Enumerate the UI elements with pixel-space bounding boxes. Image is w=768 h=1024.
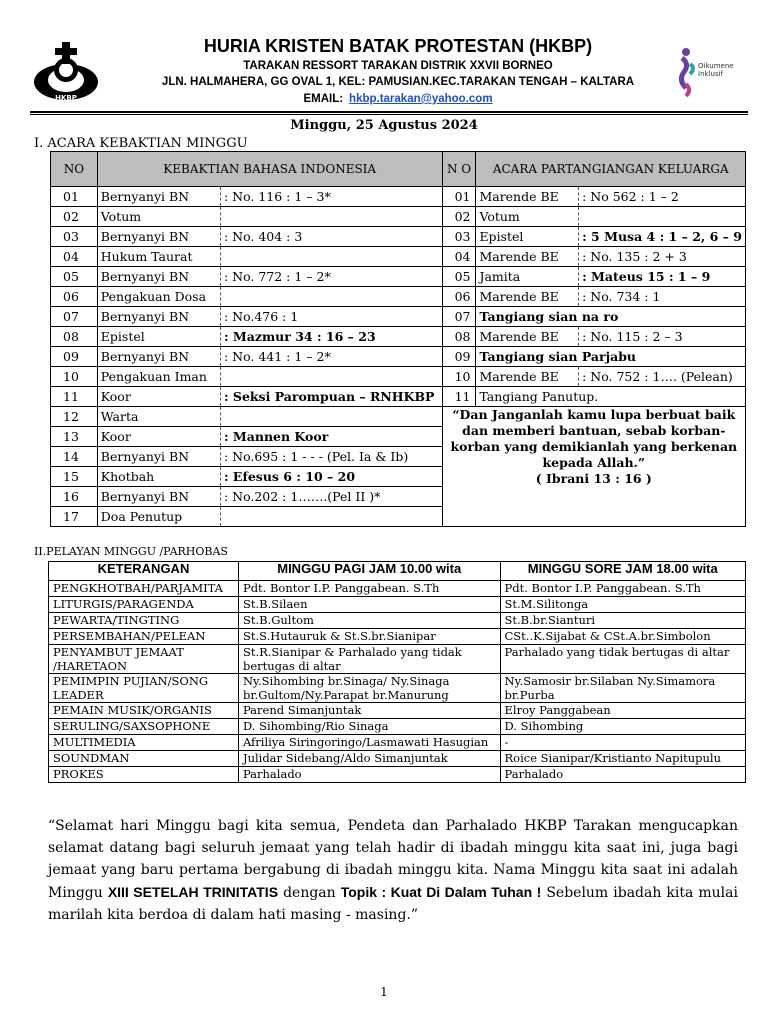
bible-quote: [442, 407, 745, 527]
pelayan-sore: Roice Sianipar/Kristianto Napitupulu: [500, 751, 746, 767]
pelayan-row: [49, 751, 746, 767]
pelayan-pagi: St.B.Silaen: [238, 597, 500, 613]
hkbp-logo: [30, 40, 102, 108]
batak-row-no: 03: [442, 227, 476, 247]
indo-row-no: 10: [51, 367, 98, 387]
pelayan-pagi: Parend Simanjuntak: [238, 703, 500, 719]
indo-row-value: : No.202 : 1…….(Pel II )*: [220, 487, 442, 507]
org-title: HURIA KRISTEN BATAK PROTESTAN (HKBP): [203, 36, 593, 56]
indo-row-label: Hukum Taurat: [97, 247, 220, 267]
batak-row-label: Tangiang sian Parjabu: [476, 347, 746, 367]
indo-row-no: 11: [51, 387, 98, 407]
pelayan-pagi: St.R.Sianipar & Parhalado yang tidak bertugas di altar: [238, 645, 500, 674]
pelayan-sore: St.M.Silitonga: [500, 597, 746, 613]
pelayan-header-keterangan: KETERANGAN: [49, 562, 239, 581]
liturgy-row: [51, 347, 746, 367]
liturgy-row: [51, 287, 746, 307]
batak-row-no: 07: [442, 307, 476, 327]
batak-row-label: Tangiang sian na ro: [476, 307, 746, 327]
logo-text: HKBP: [55, 94, 77, 102]
indo-row-label: Bernyanyi BN: [97, 447, 220, 467]
indo-row-value: : Mazmur 34 : 16 – 23: [220, 327, 442, 347]
pelayan-row: [49, 767, 746, 783]
liturgy-row: [51, 267, 746, 287]
indo-row-label: Epistel: [97, 327, 220, 347]
liturgy-row: [51, 227, 746, 247]
batak-row-label: Tangiang Panutup.: [476, 387, 746, 407]
batak-row-label: Marende BE: [476, 367, 579, 387]
col-header-batak: ACARA PARTANGIANGAN KELUARGA: [476, 152, 746, 187]
header-rule: [30, 111, 748, 113]
section2-title: II.PELAYAN MINGGU /PARHOBAS: [34, 545, 228, 558]
batak-row-no: 09: [442, 347, 476, 367]
batak-row-no: 08: [442, 327, 476, 347]
pelayan-role: MULTIMEDIA: [49, 735, 239, 751]
indo-row-value: [220, 407, 442, 427]
pelayan-sore: Ny.Samosir br.Silaban Ny.Simamora br.Purba: [500, 674, 746, 703]
batak-row-no: 05: [442, 267, 476, 287]
pelayan-pagi: St.S.Hutauruk & St.S.br.Sianipar: [238, 629, 500, 645]
indo-row-label: Bernyanyi BN: [97, 347, 220, 367]
liturgy-row: [51, 307, 746, 327]
batak-row-label: Votum: [476, 207, 579, 227]
indo-row-value: [220, 207, 442, 227]
liturgy-row: [51, 407, 746, 427]
pelayan-pagi: Afriliya Siringoringo/Lasmawati Hasugian: [238, 735, 500, 751]
pelayan-role: PENYAMBUT JEMAAT /HARETAON: [49, 645, 239, 674]
indo-row-label: Warta: [97, 407, 220, 427]
right-logo-word-1: Oikumene: [698, 62, 734, 70]
indo-row-label: Pengakuan Iman: [97, 367, 220, 387]
sunday-name: XIII SETELAH TRINITATIS: [107, 884, 279, 900]
batak-row-no: 01: [442, 187, 476, 207]
pelayan-row: [49, 735, 746, 751]
batak-row-label: Marende BE: [476, 287, 579, 307]
pelayan-role: PERSEMBAHAN/PELEAN: [49, 629, 239, 645]
pelayan-header-row: [49, 562, 746, 581]
indo-row-label: Bernyanyi BN: [97, 267, 220, 287]
indo-row-value: : No.695 : 1 - - - (Pel. Ia & Ib): [220, 447, 442, 467]
pelayan-row: [49, 703, 746, 719]
liturgy-row: [51, 187, 746, 207]
indo-row-no: 03: [51, 227, 98, 247]
indo-row-value: : No. 404 : 3: [220, 227, 442, 247]
pelayan-role: SOUNDMAN: [49, 751, 239, 767]
pelayan-pagi: D. Sihombing/Rio Sinaga: [238, 719, 500, 735]
pelayan-role: SERULING/SAXSOPHONE: [49, 719, 239, 735]
email-link[interactable]: hkbp.tarakan@yahoo.com: [349, 93, 493, 105]
indo-row-no: 17: [51, 507, 98, 527]
service-date: Minggu, 25 Agustus 2024: [290, 118, 478, 133]
pelayan-sore: CSt..K.Sijabat & CSt.A.br.Simbolon: [500, 629, 746, 645]
pelayan-row: [49, 613, 746, 629]
pelayan-pagi: St.B.Gultom: [238, 613, 500, 629]
indo-row-label: Bernyanyi BN: [97, 187, 220, 207]
pelayan-sore: D. Sihombing: [500, 719, 746, 735]
indo-row-no: 07: [51, 307, 98, 327]
indo-row-label: Koor: [97, 427, 220, 447]
batak-row-no: 10: [442, 367, 476, 387]
address-line: JLN. HALMAHERA, GG OVAL 1, KEL: PAMUSIAN.KEC.TARAKAN TENGAH – KALTARA: [161, 76, 635, 88]
pelayan-pagi: Parhalado: [238, 767, 500, 783]
indo-row-value: [220, 507, 442, 527]
indo-row-no: 12: [51, 407, 98, 427]
batak-row-value: : Mateus 15 : 1 – 9: [579, 267, 746, 287]
sermon-topic: Topik : Kuat Di Dalam Tuhan !: [340, 884, 542, 900]
batak-row-no: 04: [442, 247, 476, 267]
pelayan-row: [49, 719, 746, 735]
liturgy-row: [51, 207, 746, 227]
closing-text-2: dengan: [278, 885, 341, 901]
pelayan-row: [49, 674, 746, 703]
indo-row-label: Bernyanyi BN: [97, 227, 220, 247]
batak-row-value: : No. 752 : 1…. (Pelean): [579, 367, 746, 387]
page-number: 1: [380, 985, 388, 999]
pelayan-sore: Parhalado yang tidak bertugas di altar: [500, 645, 746, 674]
batak-row-label: Marende BE: [476, 187, 579, 207]
pelayan-row: [49, 629, 746, 645]
indo-row-label: Votum: [97, 207, 220, 227]
indo-row-label: Khotbah: [97, 467, 220, 487]
indo-row-value: : No.476 : 1: [220, 307, 442, 327]
indo-row-value: [220, 287, 442, 307]
batak-row-label: Marende BE: [476, 327, 579, 347]
batak-row-no: 06: [442, 287, 476, 307]
liturgy-table: [50, 151, 746, 527]
indo-row-no: 01: [51, 187, 98, 207]
batak-row-no: 02: [442, 207, 476, 227]
batak-row-value: [579, 207, 746, 227]
indo-row-label: Bernyanyi BN: [97, 487, 220, 507]
indo-row-no: 05: [51, 267, 98, 287]
batak-row-value: : No. 115 : 2 – 3: [579, 327, 746, 347]
header-rule-thin: [30, 114, 748, 115]
indo-row-label: Bernyanyi BN: [97, 307, 220, 327]
ressort-line: TARAKAN RESSORT TARAKAN DISTRIK XXVII BORNEO: [243, 60, 553, 72]
indo-row-no: 04: [51, 247, 98, 267]
indo-row-no: 13: [51, 427, 98, 447]
batak-row-value: : No 562 : 1 – 2: [579, 187, 746, 207]
pelayan-sore: Parhalado: [500, 767, 746, 783]
pelayan-pagi: Ny.Sihombing br.Sinaga/ Ny.Sinaga br.Gultom/Ny.Parapat br.Manurung: [238, 674, 500, 703]
indo-row-no: 06: [51, 287, 98, 307]
col-header-indo: KEBAKTIAN BAHASA INDONESIA: [97, 152, 442, 187]
indo-row-value: : No. 116 : 1 – 3*: [220, 187, 442, 207]
pelayan-header-sore: MINGGU SORE JAM 18.00 wita: [500, 562, 746, 581]
pelayan-pagi: Julidar Sidebang/Aldo Simanjuntak: [238, 751, 500, 767]
closing-text-1: “Selamat hari Minggu bagi kita semua, Pendeta dan Parhalado HKBP Tarakan mengucapkan selamat datang bagi seluruh jemaat yang telah hadir di ibadah minggu kita saat ini, juga bagi jemaat yang baru pertama bergabung di ibadah minggu kita. Nama Minggu kita saat ini adalah Minggu: [48, 818, 738, 901]
batak-row-value: : 5 Musa 4 : 1 – 2, 6 – 9: [579, 227, 746, 247]
pelayan-pagi: Pdt. Bontor I.P. Panggabean. S.Th: [238, 581, 500, 597]
col-header-no2: N O: [442, 152, 476, 187]
pelayan-sore: Elroy Panggabean: [500, 703, 746, 719]
indo-row-no: 09: [51, 347, 98, 367]
indo-row-value: : No. 772 : 1 – 2*: [220, 267, 442, 287]
right-logo-word-2: Inklusif: [698, 70, 723, 78]
pelayan-sore: St.B.br.Sianturi: [500, 613, 746, 629]
liturgy-row: [51, 327, 746, 347]
liturgy-row: [51, 387, 746, 407]
indo-row-label: Koor: [97, 387, 220, 407]
quote-reference: ( Ibrani 13 : 16 ): [535, 471, 652, 486]
indo-row-no: 14: [51, 447, 98, 467]
pelayan-role: LITURGIS/PARAGENDA: [49, 597, 239, 613]
batak-row-label: Jamita: [476, 267, 579, 287]
indo-row-value: : Efesus 6 : 10 – 20: [220, 467, 442, 487]
oikumene-logo: [676, 44, 740, 100]
liturgy-row: [51, 247, 746, 267]
closing-text-3: Sebelum ibadah kita mulai marilah kita berdoa di dalam hati masing - masing.”: [48, 885, 738, 923]
quote-text: “Dan Janganlah kamu lupa berbuat baik dan memberi bantuan, sebab korban-korban yang demikianlah yang berkenan kepada Allah.”: [450, 407, 738, 470]
section1-title: I. ACARA KEBAKTIAN MINGGU: [34, 136, 248, 151]
pelayan-role: PENGKHOTBAH/PARJAMITA: [49, 581, 239, 597]
pelayan-sore: Pdt. Bontor I.P. Panggabean. S.Th: [500, 581, 746, 597]
batak-row-label: Marende BE: [476, 247, 579, 267]
closing-paragraph: [48, 815, 738, 926]
email-line: [118, 93, 678, 105]
pelayan-sore: -: [500, 735, 746, 751]
indo-row-value: [220, 247, 442, 267]
pelayan-row: [49, 597, 746, 613]
liturgy-row: [51, 367, 746, 387]
pelayan-row: [49, 645, 746, 674]
pelayan-role: PEMAIN MUSIK/ORGANIS: [49, 703, 239, 719]
pelayan-row: [49, 581, 746, 597]
batak-row-no: 11: [442, 387, 476, 407]
indo-row-no: 15: [51, 467, 98, 487]
batak-row-value: : No. 135 : 2 + 3: [579, 247, 746, 267]
indo-row-label: Pengakuan Dosa: [97, 287, 220, 307]
batak-row-label: Epistel: [476, 227, 579, 247]
pelayan-table: [48, 561, 746, 783]
indo-row-no: 02: [51, 207, 98, 227]
pelayan-role: PEWARTA/TINGTING: [49, 613, 239, 629]
pelayan-role: PEMIMPIN PUJIAN/SONG LEADER: [49, 674, 239, 703]
indo-row-value: : Mannen Koor: [220, 427, 442, 447]
indo-row-value: : No. 441 : 1 – 2*: [220, 347, 442, 367]
liturgy-header-row: [51, 152, 746, 187]
email-label: EMAIL:: [303, 93, 344, 105]
batak-row-value: : No. 734 : 1: [579, 287, 746, 307]
indo-row-no: 08: [51, 327, 98, 347]
pelayan-header-pagi: MINGGU PAGI JAM 10.00 wita: [238, 562, 500, 581]
pelayan-role: PROKES: [49, 767, 239, 783]
indo-row-value: : Seksi Parompuan – RNHKBP: [220, 387, 442, 407]
indo-row-value: [220, 367, 442, 387]
col-header-no: NO: [51, 152, 98, 187]
indo-row-no: 16: [51, 487, 98, 507]
indo-row-label: Doa Penutup: [97, 507, 220, 527]
